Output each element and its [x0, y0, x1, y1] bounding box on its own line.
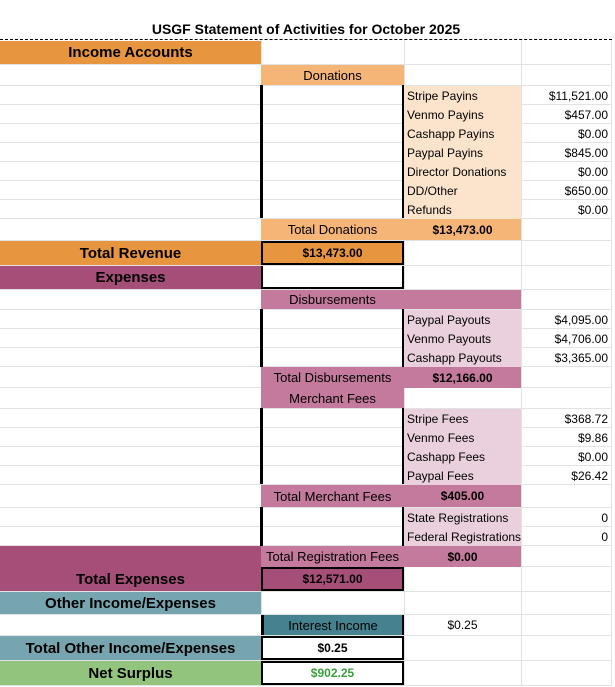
total-other-label: Total Other Income/Expenses: [0, 636, 261, 660]
border-line: [260, 408, 263, 484]
list-item-value: $26.42: [571, 468, 608, 483]
disbursements-blank-cell: [404, 290, 521, 309]
total-donations-value: $13,473.00: [404, 219, 521, 240]
list-item: Director Donations: [404, 162, 521, 181]
list-item-value: 0: [601, 510, 608, 525]
disbursements-label: Disbursements: [261, 290, 404, 309]
total-merchant-fees-value: $405.00: [404, 485, 521, 507]
total-registration-fees-value: $0.00: [404, 546, 521, 567]
income-accounts-header: Income Accounts: [0, 41, 261, 64]
list-item: Stripe Fees: [404, 409, 521, 428]
list-item: Cashapp Fees: [404, 447, 521, 466]
list-item-value: $845.00: [564, 145, 608, 160]
list-item-value: $0.00: [577, 449, 608, 464]
list-item: Paypal Payouts: [404, 310, 521, 329]
list-item: Paypal Fees: [404, 466, 521, 485]
net-surplus-value: $902.25: [261, 661, 404, 685]
expenses-header: Expenses: [0, 266, 261, 289]
report-title: USGF Statement of Activities for October 2025: [0, 18, 612, 40]
total-donations-label: Total Donations: [261, 219, 404, 240]
total-merchant-fees-label: Total Merchant Fees: [261, 485, 404, 507]
list-item-value: $9.86: [577, 430, 608, 445]
list-item-value: 0: [601, 529, 608, 544]
other-income-header: Other Income/Expenses: [0, 592, 261, 614]
total-disbursements-value: $12,166.00: [404, 367, 521, 388]
interest-income-label: Interest Income: [261, 615, 404, 635]
border-line: [260, 85, 263, 218]
border-line: [260, 507, 263, 546]
list-item-value: $0.00: [577, 126, 608, 141]
list-item: Refunds: [404, 200, 521, 219]
list-item-value: $368.72: [564, 411, 608, 426]
list-item: Venmo Fees: [404, 428, 521, 447]
list-item: Paypal Payins: [404, 143, 521, 162]
list-item: DD/Other: [404, 181, 521, 200]
expenses-blank-cell: [261, 266, 404, 289]
merchant-fees-label: Merchant Fees: [261, 388, 404, 408]
total-expenses-label: Total Expenses: [0, 567, 261, 591]
donations-label: Donations: [261, 65, 404, 85]
list-item: Cashapp Payins: [404, 124, 521, 143]
list-item-value: $4,095.00: [554, 312, 608, 327]
list-item-value: $4,706.00: [554, 331, 608, 346]
list-item: State Registrations: [404, 508, 521, 527]
total-other-value: $0.25: [261, 636, 404, 660]
list-item: Cashapp Payouts: [404, 348, 521, 367]
list-item-value: $650.00: [564, 183, 608, 198]
list-item-value: $457.00: [564, 107, 608, 122]
total-revenue-label: Total Revenue: [0, 241, 261, 265]
list-item-value: $3,365.00: [554, 350, 608, 365]
border-line: [260, 309, 263, 367]
interest-income-value: $0.25: [447, 618, 478, 632]
list-item: Federal Registrations: [404, 527, 521, 546]
list-item: Venmo Payouts: [404, 329, 521, 348]
total-revenue-value: $13,473.00: [261, 241, 404, 265]
total-disbursements-label: Total Disbursements: [261, 367, 404, 388]
list-item: Venmo Payins: [404, 105, 521, 124]
total-registration-fees-label: Total Registration Fees: [261, 546, 404, 567]
registration-fees-band: [0, 546, 261, 567]
list-item-value: $0.00: [577, 202, 608, 217]
list-item: Stripe Payins: [404, 86, 521, 105]
total-expenses-value: $12,571.00: [261, 567, 404, 591]
list-item-value: $11,521.00: [548, 88, 608, 103]
net-surplus-label: Net Surplus: [0, 661, 261, 685]
list-item-value: $0.00: [577, 164, 608, 179]
